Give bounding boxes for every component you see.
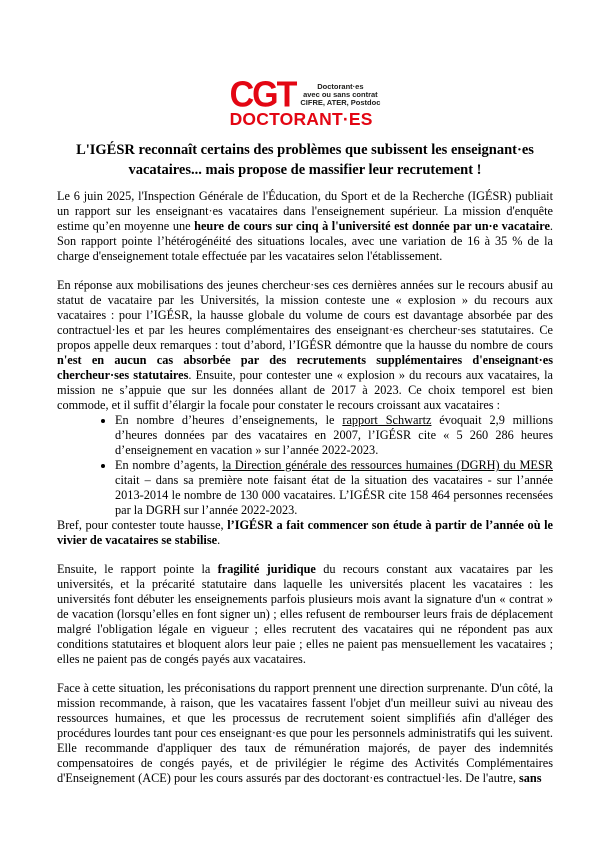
text-run: l’IGÉSR a fait commencer son étude à partir de l’année où le vivier de vacataires se stabilise: [57, 518, 553, 548]
paragraph: [57, 681, 553, 786]
text-run: Bref, pour contester toute hausse,: [57, 518, 228, 533]
list-item: [115, 458, 553, 518]
logo-tagline-line: CIFRE, ATER, Postdoc: [300, 98, 381, 107]
text-run: fragilité juridique: [217, 562, 316, 577]
cgt-logo: [229, 75, 381, 129]
text-run: du recours constant aux vacataires par les universités, et la précarité statutaire dans laquelle les universités placent les vacataires : les universités font débuter les enseignements parfois plusieurs mois avant la signature d'un « contrat » de vacation (lorsqu’elles en font signer un) ; elles refusent de rembourser leurs frais de déplacement malgré l'obligation légale en vigueur ; elles recrutent des vacataires qui ne répondent pas aux conditions statutaires et bloquent alors leur paie ; elles ne paient pas mensuellement les vacataires ; elles ne paient pas de congés payés aux vacataires.: [57, 562, 553, 667]
text-run: Le 6 juin 2025, l'Inspection Générale de l'Éducation, du Sport et de la Recherche (IGÉSR) publiait un rapport sur les enseignant·es vacataires dans l'enseignement supérieur. La mission d'enquête estime qu’en moyenne une: [57, 189, 553, 234]
doctorantes-wordmark: DOCTORANT·ES: [229, 108, 373, 129]
document-body: [57, 189, 553, 786]
paragraph: [57, 562, 553, 667]
text-run: n'est en aucun cas absorbée par des recrutements supplémentaires d'enseignant·es chercheur·ses statutaires: [57, 353, 553, 383]
cgt-logo-top-row: [229, 75, 381, 115]
text-run: heure de cours sur cinq à l'université est donnée par un·e vacataire: [194, 219, 550, 234]
paragraph: [57, 189, 553, 264]
paragraph: [57, 278, 553, 413]
document-title: L'IGÉSR reconnaît certains des problèmes que subissent les enseignant·es vacataires... mais propose de massifier leur recrutement !: [76, 142, 534, 179]
text-run: . Son rapport pointe l’hétérogénéité des situations locales, avec une variation de 16 à 35 % de la charge d'enseignement totale effectuée par les vacataires selon l'établissement.: [57, 219, 553, 264]
text-run: En nombre d’agents,: [115, 458, 223, 473]
logo-tagline-line: Doctorant·es: [317, 82, 364, 91]
text-run: En nombre d’heures d’enseignements, le: [115, 413, 343, 428]
text-run: Ensuite, le rapport pointe la: [57, 562, 218, 577]
cgt-wordmark: CGT: [229, 75, 296, 115]
bullet-list: [57, 413, 553, 518]
text-run: citait – dans sa première note faisant état de la situation des vacataires - sur l’année 2013-2014 le nombre de 130 000 vacataires. L’IGÉSR cite 158 464 personnes recensées par la DGRH sur l’année 2022-2023.: [115, 473, 553, 518]
text-run: . Ensuite, pour contester une « explosion » du recours aux vacataires, la mission ne s’appuie que sur les données allant de 2017 à 2023. Ce choix temporel est bien commode, et il suffit d’élargir la focale pour constater le recours croissant aux vacataires :: [57, 368, 553, 413]
list-item: [115, 413, 553, 458]
text-run: Face à cette situation, les préconisations du rapport prennent une direction surprenante. D'un côté, la mission recommande, à raison, que les vacataires fassent l'objet d'un meilleur suivi au niveau des ressources humaines, et que les processus de recrutement soient simplifiés afin d'alléger des procédures lourdes tant pour ces enseignant·es que pour les personnels administratifs qui les suivent. Elle recommande d'appliquer des taux de rémunération majorés, de payer des indemnités compensatoires de congés payés, et de privilégier le régime des Activités Complémentaires d'Enseignement (ACE) pour les cours assurés par des doctorant·es contractuel·les. De l'autre,: [57, 681, 553, 786]
link-rapport-schwartz[interactable]: rapport Schwartz: [342, 413, 432, 428]
logo-tagline: [300, 82, 380, 107]
paragraph: [57, 518, 553, 548]
logo-tagline-line: avec ou sans contrat: [303, 90, 378, 99]
text-run: .: [217, 533, 221, 548]
link-dgrh-mesr[interactable]: la Direction générale des ressources humaines (DGRH) du MESR: [222, 458, 553, 473]
text-run: En réponse aux mobilisations des jeunes chercheur·ses ces dernières années sur le recours abusif au statut de vacataire par les Universités, la mission conteste une « explosion » du recours aux vacataires : pour l’IGÉSR, la hausse globale du volume de cours est davantage absorbée par des contractuel·les et par les heures complémentaires des enseignant·es chercheur·ses statutaires. Ce propos appelle deux remarques : tout d’abord, l’IGÉSR démontre que la hausse du nombre de cours: [57, 278, 553, 353]
text-run: évoquait 2,9 millions d’heures données par des vacataires en 2007, l’IGÉSR cite « 5 260 286 heures d’enseignement en vacation » sur l’année 2022-2023.: [115, 413, 553, 458]
text-run: sans: [519, 771, 542, 786]
